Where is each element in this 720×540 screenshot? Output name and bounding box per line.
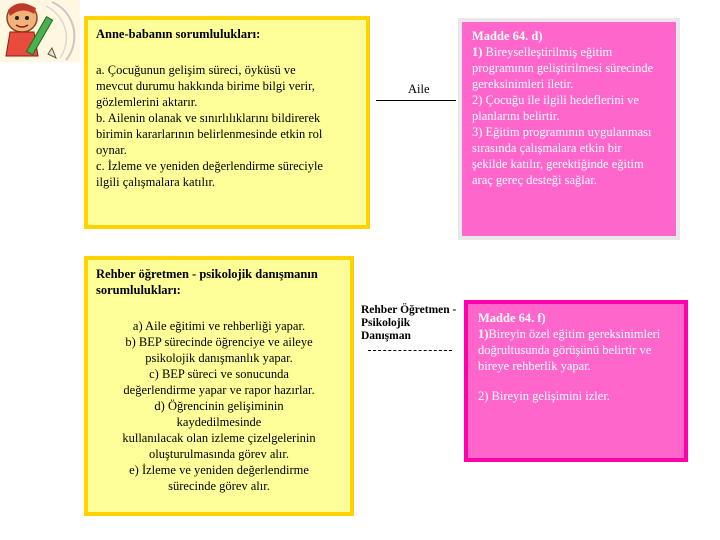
parents-line: a. Çocuğunun gelişim süreci, öyküsü ve xyxy=(96,63,296,77)
madde-d-line: araç gereç desteği sağlar. xyxy=(472,173,597,187)
parents-line: b. Ailenin olanak ve sınırlılıklarını bildirerek xyxy=(96,111,321,125)
counselor-label-line: Danışman xyxy=(361,330,411,342)
counselor-box-title xyxy=(96,266,342,298)
madde-d-line: 3) Eğitim programının uygulanması xyxy=(472,125,652,139)
counselor-responsibilities-box xyxy=(84,256,354,516)
parents-box-title: Anne-babanın sorumlulukları: xyxy=(96,27,261,41)
counselor-line: sürecinde görev alır. xyxy=(168,479,270,493)
counselor-line: psikolojik danışmanlık yapar. xyxy=(145,351,293,365)
madde-d-item1 xyxy=(472,44,666,60)
counselor-line: b) BEP sürecinde öğrenciye ve aileye xyxy=(125,335,313,349)
madde-d-line: programının geliştirilmesi sürecinde xyxy=(472,61,654,75)
madde-d-title: Madde 64. d) xyxy=(472,29,543,43)
madde-f-title: Madde 64. f) xyxy=(478,311,546,325)
counselor-title-line: sorumlulukları: xyxy=(96,283,181,297)
counselor-line: e) İzleme ve yeniden değerlendirme xyxy=(129,463,309,477)
madde-f-line: doğrultusunda görüşünü belirtir ve xyxy=(478,343,652,357)
madde-64-d-box xyxy=(458,18,680,240)
parents-responsibilities-box xyxy=(84,16,370,229)
parents-line: oynar. xyxy=(96,143,127,157)
counselor-line: a) Aile eğitimi ve rehberliği yapar. xyxy=(132,319,306,333)
parents-line: mevcut durumu hakkında birime bilgi verir, xyxy=(96,79,315,93)
madde-f-line: bireye rehberlik yapar. xyxy=(478,359,591,373)
counselor-line: değerlendirme yapar ve rapor hazırlar. xyxy=(123,383,315,397)
pencil-character-clipart xyxy=(0,0,80,62)
counselor-line: oluşturulmasında görev alır. xyxy=(149,447,289,461)
counselor-box-body xyxy=(96,318,342,494)
counselor-line: c) BEP süreci ve sonucunda xyxy=(149,367,289,381)
madde-d-line: sırasında çalışmalara etkin bir xyxy=(472,141,622,155)
counselor-line: kaydedilmesinde xyxy=(176,415,262,429)
parents-box-body xyxy=(96,62,358,190)
madde-f-item1-text: Bireyin özel eğitim gereksinimleri xyxy=(488,327,661,341)
madde-d-line: planlarını belirtir. xyxy=(472,109,560,123)
counselor-label-line: Psikolojik xyxy=(361,317,411,329)
parents-line: ilgili çalışmalara katılır. xyxy=(96,175,216,189)
counselor-label-line: Rehber Öğretmen - xyxy=(361,304,457,316)
madde-d-item1-text: Bireyselleştirilmiş eğitim xyxy=(482,45,613,59)
parents-line: gözlemlerini aktarır. xyxy=(96,95,198,109)
madde-f-item1-number: 1) xyxy=(478,327,489,341)
madde-f-item1 xyxy=(478,326,674,342)
madde-f-item2: 2) Bireyin gelişimini izler. xyxy=(478,389,610,403)
counselor-title-line: Rehber öğretmen - psikolojik danışmanın xyxy=(96,267,318,281)
madde-d-line: gereksinimleri iletir. xyxy=(472,77,574,91)
madde-d-line: 2) Çocuğu ile ilgili hedeflerini ve xyxy=(472,93,639,107)
parents-line: c. İzleme ve yeniden değerlendirme süreciyle xyxy=(96,159,323,173)
counselor-line: kullanılacak olan izleme çizelgelerinin xyxy=(122,431,316,445)
aile-label: Aile xyxy=(408,82,430,96)
counselor-label xyxy=(361,304,456,343)
madde-d-line: şekilde katılır, gerektiğinde eğitim xyxy=(472,157,644,171)
counselor-connector-line xyxy=(368,350,452,351)
madde-64-f-box xyxy=(464,300,688,462)
madde-d-item1-number: 1) xyxy=(472,45,483,59)
aile-connector-line xyxy=(376,100,456,101)
parents-line: birimin kararlarının belirlenmesinde etkin rol xyxy=(96,127,323,141)
counselor-line: d) Öğrencinin gelişiminin xyxy=(154,399,284,413)
